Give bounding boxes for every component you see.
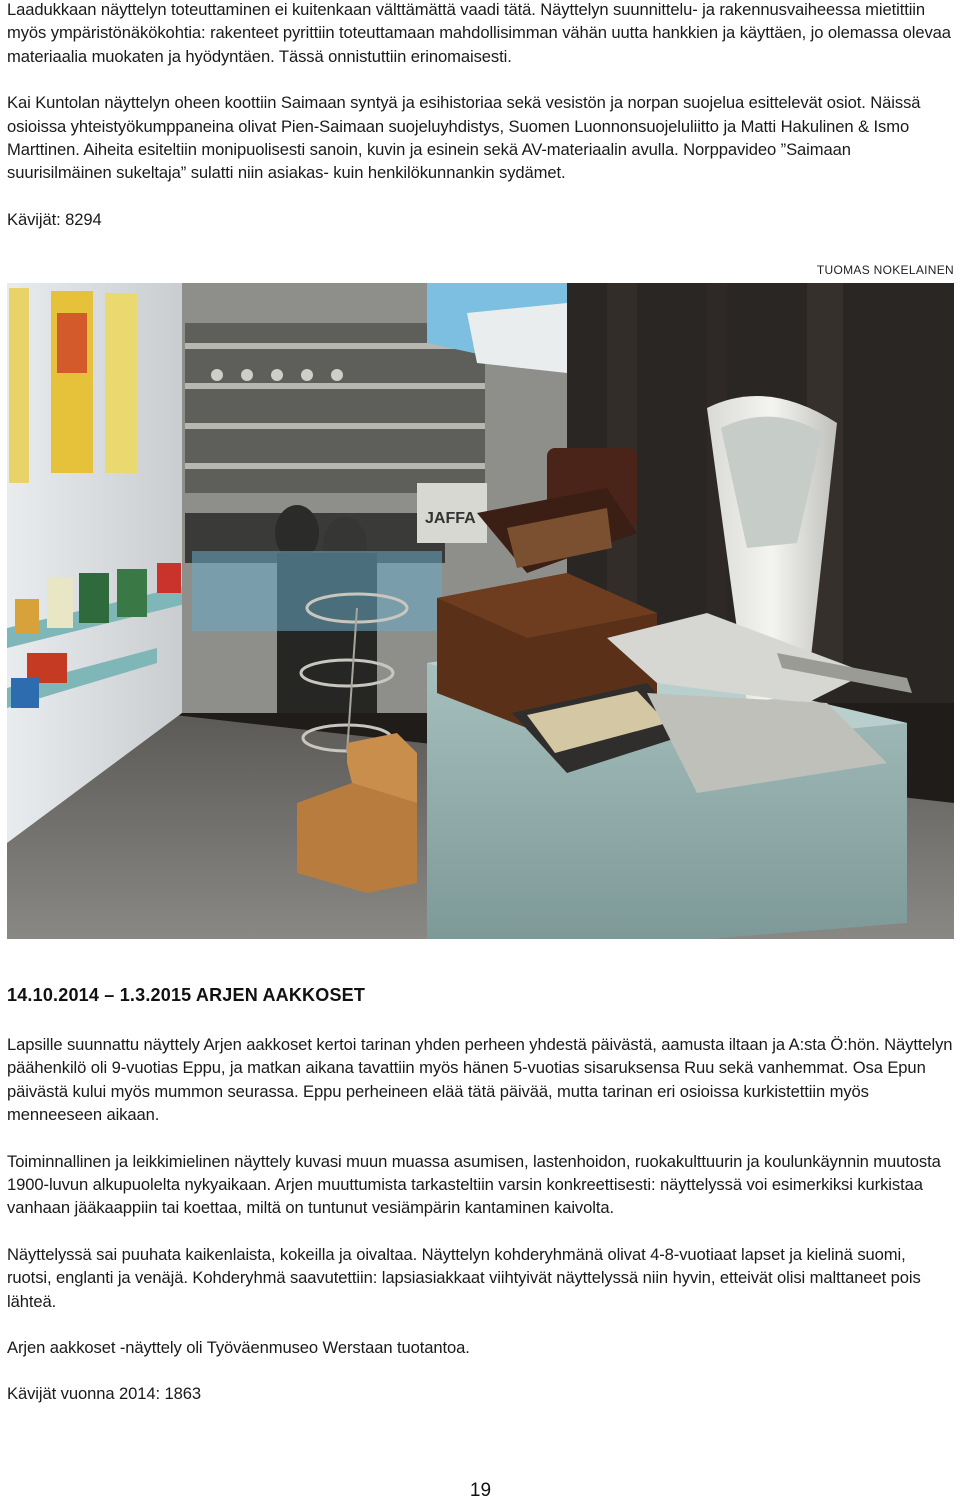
section-paragraph-2: Toiminnallinen ja leikkimielinen näyttely kuvasi muun muassa asumisen, lastenhoidon, ruokakulttuurin ja koulunkäynnin muutosta 1900-luvun alkupuolelta nykyaikaan. Arjen muuttumista tarkasteltiin varsin konkreettisesti: näyttelyssä voi esimerkiksi kurkistaa vanhaan jääkaappiin tai koettaa, miltä on tuntunut vesiämpärin kantaminen kaivolta. xyxy=(7,1151,941,1218)
photo-sign-text: JAFFA xyxy=(425,510,476,527)
intro-visitor-count: Kävijät: 8294 xyxy=(7,209,102,229)
intro-paragraph-1: Laadukkaan näyttelyn toteuttaminen ei kuitenkaan välttämättä vaadi tätä. Näyttelyn suunnittelu- ja rakennusvaiheessa mietittiin myös ympäristönäkökohtia: rakenteet pyrittiin toteuttamaan mahdollisimman vähän uutta hankkien ja käyttäen, jo olemassa olevaa materiaalia muokaten ja hyödyntäen. Tässä onnistuttiin erinomaisesti. xyxy=(7,0,951,66)
section-visitor-count: Kävijät vuonna 2014: 1863 xyxy=(7,1384,202,1404)
page-number: 19 xyxy=(469,1480,492,1501)
photo-credit: TUOMAS NOKELAINEN xyxy=(816,263,954,277)
section-text xyxy=(7,1033,954,1406)
section-paragraph-3: Näyttelyssä sai puuhata kaikenlaista, kokeilla ja oivaltaa. Näyttelyn kohderyhmänä olivat 4-8-vuotiaat lapset ja kielinä suomi, ruotsi, englanti ja venäjä. Kohderyhmä saavutettiin: lapsiasiakkaat viihtyivät näyttelyssä niin hyvin, etteivät olisi malttaneet pois lähteä. xyxy=(7,1244,921,1311)
section-heading: 14.10.2014 – 1.3.2015 ARJEN AAKKOSET xyxy=(7,985,366,1005)
intro-text xyxy=(7,0,954,231)
section-paragraph-1: Lapsille suunnattu näyttely Arjen aakkoset kertoi tarinan yhden perheen yhdestä päivästä, aamusta iltaan ja A:sta Ö:hön. Näyttelyn päähenkilö oli 9-vuotias Eppu, ja matkan aikana tavattiin myös hänen 5-vuotias sisaruksensa Ruu sekä vanhemmat. Osa Epun päivästä kului myös mummon seurassa. Eppu perheineen elää tätä päivää, mutta tarinan eri osioissa kurkistettiin myös menneeseen aikaan. xyxy=(7,1035,953,1125)
intro-paragraph-2: Kai Kuntolan näyttelyn oheen koottiin Saimaan syntyä ja esihistoriaa sekä vesistön ja norpan suojelua esittelevät osiot. Näissä osioissa yhteistyökumppaneina olivat Pien-Saimaan suojeluyhdistys, Suomen Luonnonsuojeluliitto ja Matti Hakulinen & Ismo Marttinen. Aiheita esiteltiin monipuolisesti sanoin, kuvin ja esinein sekä AV-materiaalin avulla. Norppavideo ”Saimaan suurisilmäinen sukeltaja” sulatti niin asiakas- kuin henkilökunnankin sydämet. xyxy=(7,93,921,183)
section-paragraph-4: Arjen aakkoset -näyttely oli Työväenmuseo Werstaan tuotantoa. xyxy=(7,1338,470,1358)
exhibition-photo xyxy=(7,283,954,939)
